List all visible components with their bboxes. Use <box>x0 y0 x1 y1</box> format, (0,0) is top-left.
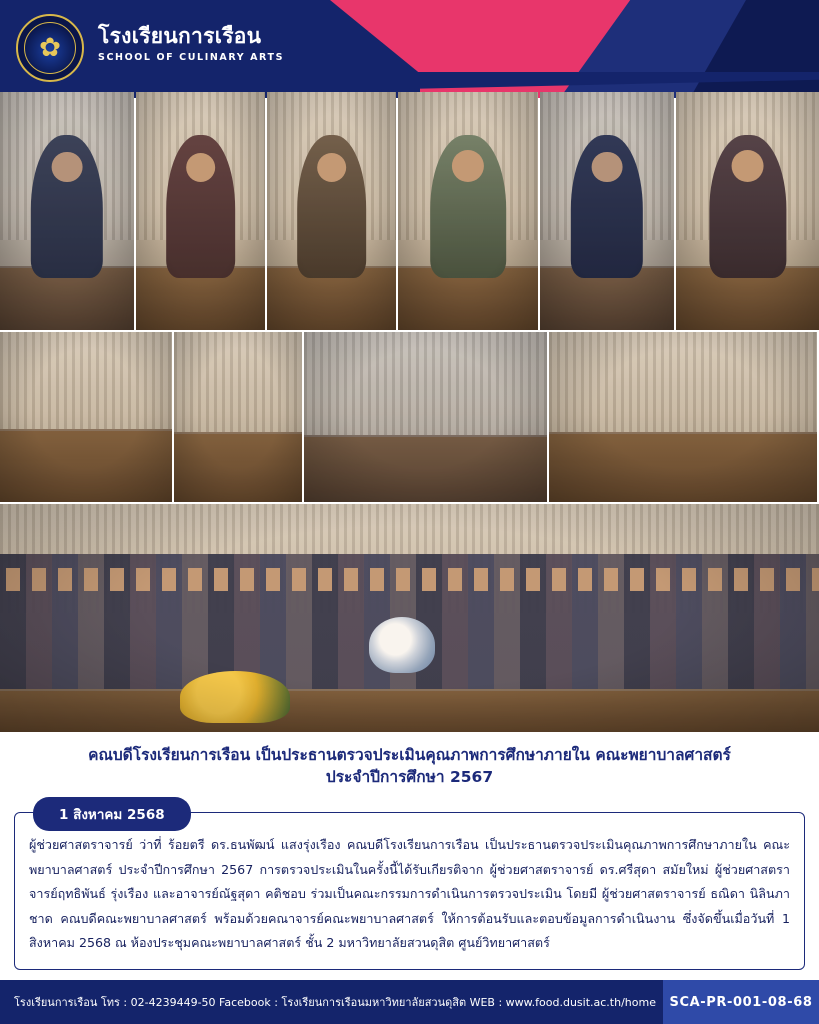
page-footer <box>0 980 819 1024</box>
photo-collage <box>0 92 819 734</box>
page-title <box>0 744 819 789</box>
photo-portrait-woman-glasses <box>398 92 538 330</box>
photo-group-with-bouquet <box>0 504 819 732</box>
photo-meeting-room-wide-3 <box>304 332 547 502</box>
photo-portrait-man-suit-1 <box>0 92 134 330</box>
caption-line-2: ประจำปีการศึกษา 2567 <box>325 768 494 787</box>
article-card <box>14 807 805 970</box>
photo-meeting-room-wide-2 <box>174 332 302 502</box>
photo-portrait-woman-2 <box>267 92 396 330</box>
crest-monogram-icon: ✿ <box>39 33 61 63</box>
article-body: ผู้ช่วยศาสตราจารย์ ว่าที่ ร้อยตรี ดร.ธนพัฒน์ แสงรุ่งเรือง คณบดีโรงเรียนการเรือน เป็นประธานตรวจประเมินคุณภาพการศึกษาภายใน คณะพยาบาลศาสตร์ ประจำปีการศึกษา 2567 การตรวจประเมินในครั้งนี้ได้รับเกียรติจาก ผู้ช่วยศาสตราจารย์ ดร.ศรีสุดา สมัยใหม่ ผู้ช่วยศาสตราจารย์ฤทธิพันธ์ รุ่งเรือง และอาจารย์ณัฐสุดา คติชอบ ร่วมเป็นคณะกรรมการดำเนินการตรวจประเมิน โดยมี ผู้ช่วยศาสตราจารย์ ธณิดา นิลินภาชาด คณบดีคณะพยาบาลศาสตร์ พร้อมด้วยคณาจารย์คณะพยาบาลศาสตร์ ให้การต้อนรับและตอบข้อมูลการดำเนินงาน ซึ่งจัดขึ้นเมื่อวันที่ 1 สิงหาคม 2568 ณ ห้องประชุมคณะพยาบาลศาสตร์ ชั้น 2 มหาวิทยาลัยสวนดุสิต ศูนย์วิทยาศาสตร์ <box>29 837 790 951</box>
photo-row-group <box>0 504 819 732</box>
document-code-box <box>663 980 819 1024</box>
org-name-th: โรงเรียนการเรือน <box>98 24 262 48</box>
org-name-en: SCHOOL OF CULINARY ARTS <box>98 52 285 64</box>
photo-meeting-room-wide-4 <box>549 332 817 502</box>
header-titles <box>98 25 284 63</box>
photo-row-portraits <box>0 92 819 330</box>
caption-line-1: คณบดีโรงเรียนการเรือน เป็นประธานตรวจประเมินคุณภาพการศึกษาภายใน คณะพยาบาลศาสตร์ <box>88 746 731 764</box>
school-crest-icon <box>16 14 84 82</box>
page-header <box>0 0 819 98</box>
photo-portrait-woman-3 <box>676 92 819 330</box>
date-badge: 1 สิงหาคม 2568 <box>33 797 191 831</box>
footer-contact: โรงเรียนการเรือน โทร : 02-4239449-50 Facebook : โรงเรียนการเรือนมหาวิทยาลัยสวนดุสิต WEB : www.food.dusit.ac.th/home <box>14 996 656 1009</box>
document-code: SCA-PR-001-08-68 <box>669 994 813 1010</box>
photo-portrait-man-suit-2 <box>540 92 674 330</box>
photo-row-meeting-rooms <box>0 332 819 502</box>
photo-portrait-woman-1 <box>136 92 265 330</box>
photo-meeting-room-wide-1 <box>0 332 172 502</box>
